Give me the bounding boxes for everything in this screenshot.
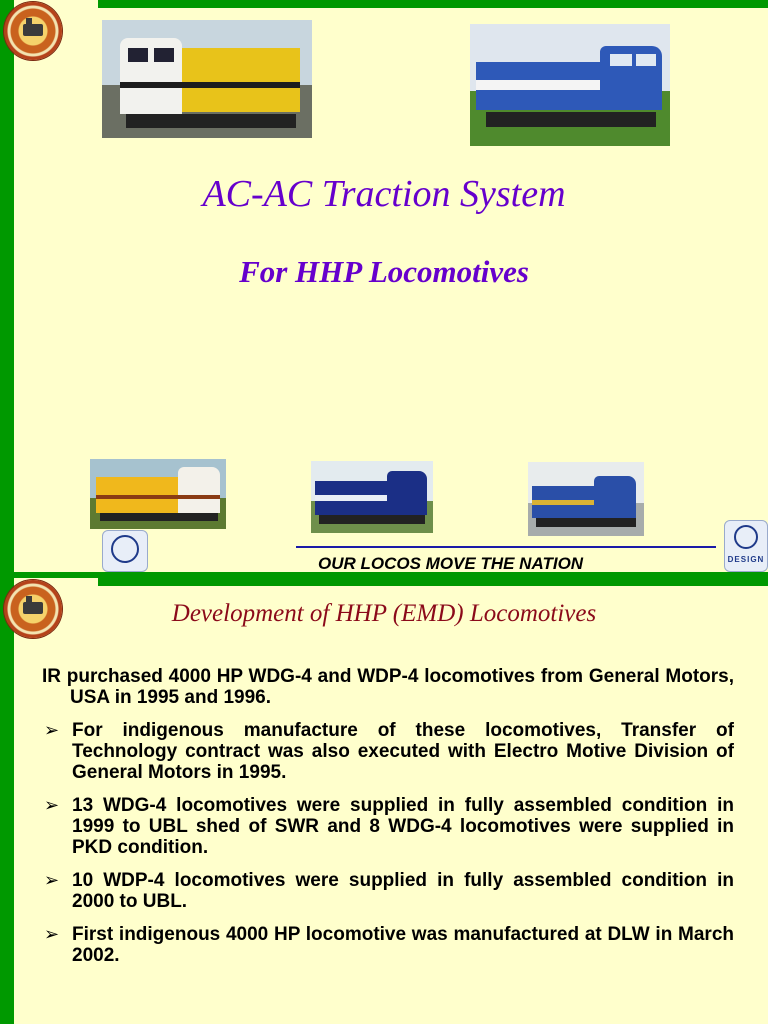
bullet-text: For indigenous manufacture of these locomotives, Transfer of Technology contract was also executed with Electro Motive Division of General Motors in 1995. <box>72 720 734 783</box>
design-badge-icon <box>724 520 768 572</box>
rdso-badge-icon <box>102 530 148 572</box>
blue-locomotive-photo-1 <box>311 461 433 533</box>
bullet-arrow-icon: ➢ <box>44 870 60 890</box>
railway-emblem-icon <box>4 2 62 60</box>
top-green-border-2 <box>98 578 768 586</box>
bullet-arrow-icon: ➢ <box>44 795 60 815</box>
slide-title: AC-AC Traction System <box>202 173 566 215</box>
bullet-item <box>42 870 734 912</box>
wdg4-locomotive-photo <box>102 20 312 138</box>
wdp4-locomotive-photo <box>470 24 670 146</box>
left-green-border-2 <box>0 578 14 1024</box>
footer-slogan: OUR LOCOS MOVE THE NATION <box>318 554 584 573</box>
bullet-text: First indigenous 4000 HP locomotive was manufactured at DLW in March 2002. <box>72 924 734 966</box>
bullet-arrow-icon: ➢ <box>44 720 60 740</box>
intro-paragraph: IR purchased 4000 HP WDG-4 and WDP-4 locomotives from General Motors, USA in 1995 and 1996. <box>42 666 734 708</box>
top-green-border <box>98 0 768 8</box>
content-slide <box>0 578 768 1024</box>
bullet-item <box>42 720 734 783</box>
design-badge-text: DESIGN <box>727 555 765 564</box>
bullet-text: 13 WDG-4 locomotives were supplied in fully assembled condition in 1999 to UBL shed of SWR and 8 WDG-4 locomotives were supplied in PKD condition. <box>72 795 734 858</box>
bullet-item <box>42 924 734 966</box>
footer-divider <box>296 546 716 548</box>
content-slide-title: Development of HHP (EMD) Locomotives <box>171 600 597 627</box>
blue-locomotive-photo-2 <box>528 462 644 536</box>
slide-subtitle: For HHP Locomotives <box>239 254 529 289</box>
bullet-item <box>42 795 734 858</box>
yellow-locomotive-photo <box>90 459 226 529</box>
bullet-arrow-icon: ➢ <box>44 924 60 944</box>
content-body <box>42 666 734 978</box>
bullet-text: 10 WDP-4 locomotives were supplied in fully assembled condition in 2000 to UBL. <box>72 870 734 912</box>
